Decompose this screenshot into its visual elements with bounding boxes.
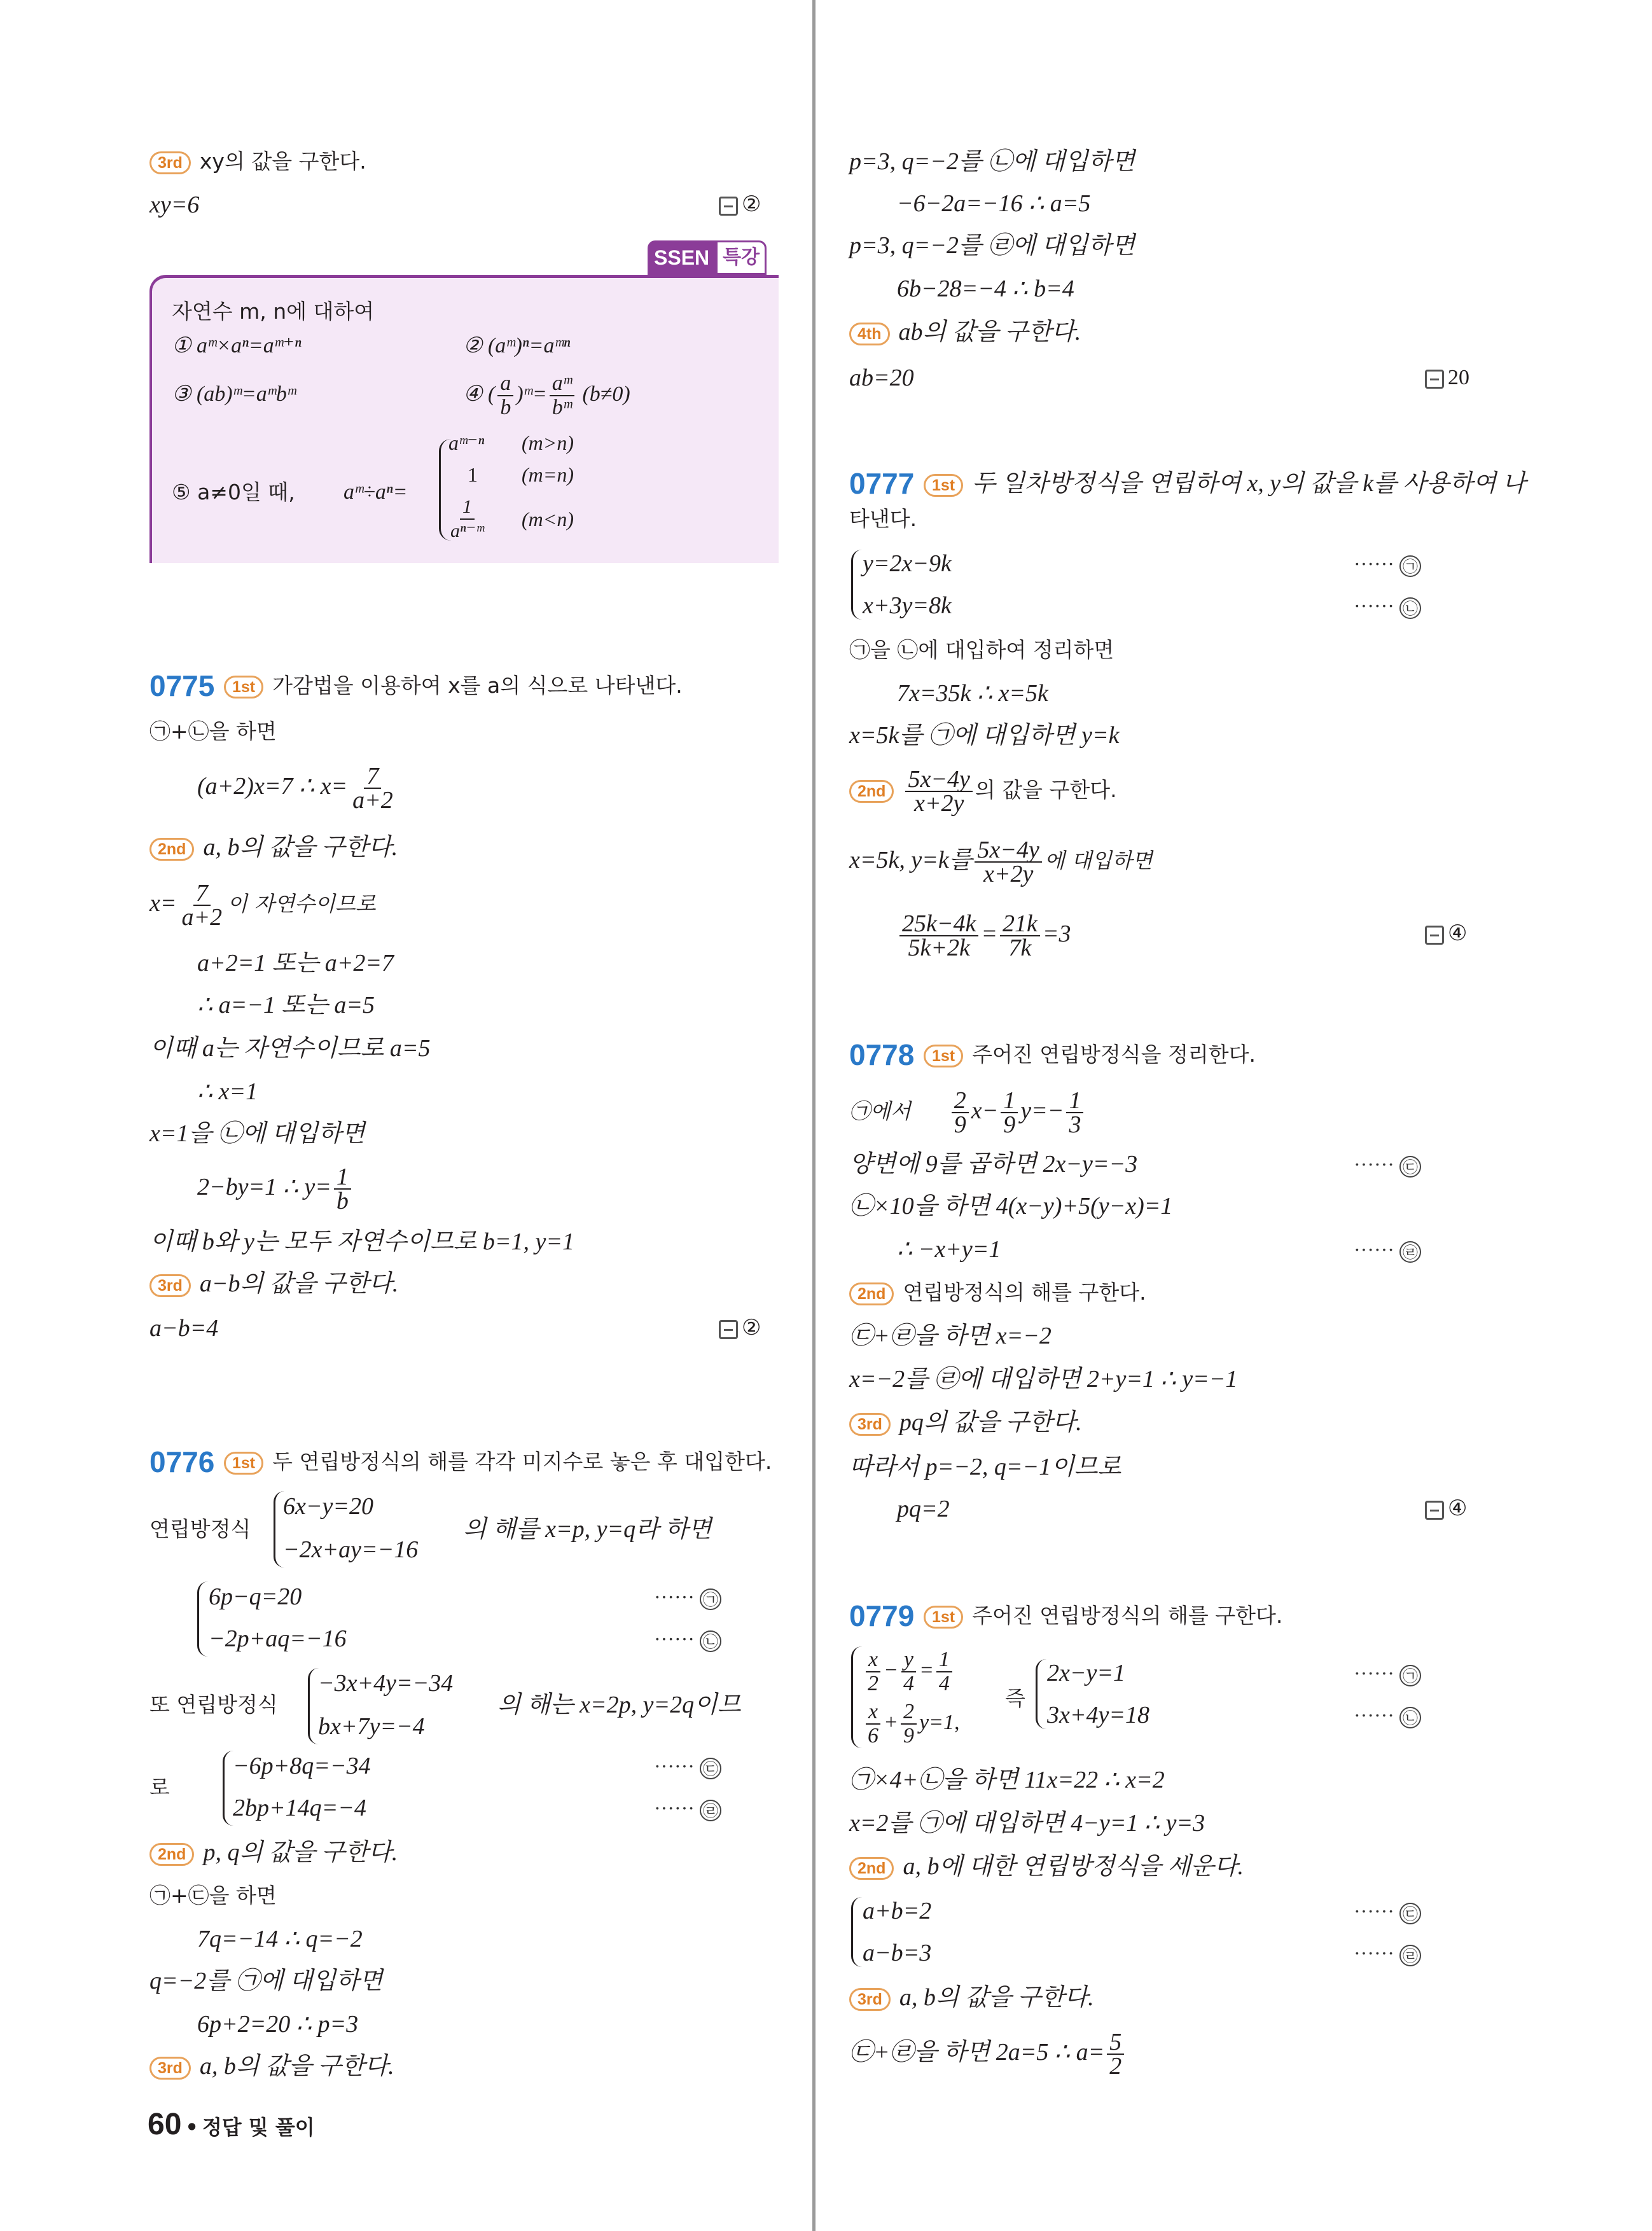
p0775-line-1: ㉠+㉡을 하면	[149, 719, 277, 744]
p0779-eq-2: a−b=3	[863, 1940, 932, 1966]
ssen-rule-1: ① aᵐ×aⁿ=aᵐ⁺ⁿ	[172, 334, 302, 358]
p0774-step3: 3rd xy의 값을 구한다.	[149, 146, 366, 177]
p0777-line-1: ㉠을 ㉡에 대입하여 정리하면	[849, 637, 1114, 662]
p0776-line-6: q=−2를 ㉠에 대입하면	[149, 1968, 383, 1994]
p0775-line-10: 이때 b와 y는 모두 자연수이므로 b=1, y=1	[149, 1228, 575, 1255]
p0776-step3: 3rd a, b의 값을 구한다.	[149, 2051, 394, 2082]
p0775-step1: 1st 가감법을 이용하여 x를 a의 식으로 나타낸다.	[224, 671, 683, 701]
answer-icon	[1425, 1501, 1444, 1520]
p0777-step2: 2nd $\frac{5x-4y}{x+2y}$ 의 값을 구한다.	[849, 765, 1117, 816]
p0776-step1: 1st 두 연립방정식의 해를 각각 미지수로 놓은 후 대입한다.	[224, 1447, 772, 1477]
ssen-rule-2: ② (aᵐ)ⁿ=aᵐⁿ	[463, 334, 571, 358]
ssen-rule-3: ③ (ab)ᵐ=aᵐbᵐ	[172, 382, 296, 406]
p0778-line-1: ㉠에서 $\frac{2}{9}$ x− $\frac{1}{9}$ y=− $\frac{1}{3}$	[849, 1085, 1086, 1137]
p0776-eq-2: −2p+aq=−16	[209, 1625, 347, 1652]
p0776-system-1a: 6x−y=20	[283, 1493, 374, 1520]
p0776-eq-3: −6p+8q=−34	[233, 1753, 371, 1779]
answer-0774: ②	[719, 191, 761, 219]
p0779-eq-r2: 3x+4y=18	[1047, 1702, 1150, 1728]
problem-number-0776: 0776	[149, 1445, 215, 1478]
p0775-line-8: x=1을 ㉡에 대입하면	[149, 1120, 365, 1147]
p0776-system-2b: bx+7y=−4	[318, 1713, 425, 1740]
p0779-line-3: ㉢+㉣을 하면 2a=5 ∴ a= $\frac{5}{2}$	[849, 2027, 1127, 2078]
p0776-system-1b: −2x+ay=−16	[283, 1536, 419, 1563]
p0776-line-7: 6p+2=20 ∴ p=3	[197, 2011, 359, 2038]
p0775-line-3: x= $\frac{7}{a+2}$ 이 자연수이므로	[149, 880, 376, 931]
p0777-eq-2: x+3y=8k	[863, 592, 952, 619]
p0777-line-3: x=5k를 ㉠에 대입하면 y=k	[849, 722, 1120, 749]
problem-number-0775: 0775	[149, 669, 215, 702]
ssen-case-3-cond: (m<n)	[522, 508, 574, 531]
answer-icon	[1425, 370, 1444, 389]
p0776-eq-1: 6p−q=20	[209, 1583, 302, 1610]
p0778-step2: 2nd 연립방정식의 해를 구한다.	[849, 1277, 1146, 1308]
p0776-line-4: ㉠+㉢을 하면	[149, 1883, 277, 1908]
p0779-step1: 1st 주어진 연립방정식의 해를 구한다.	[924, 1601, 1282, 1631]
p0775-line-6: 이때 a는 자연수이므로 a=5	[149, 1035, 431, 1062]
p0779-system-1a: $\frac{x}{2}$ − $\frac{y}{4}$ = $\frac{1}{4}$	[863, 1646, 955, 1695]
p0775-step3: 3rd a−b의 값을 구한다.	[149, 1268, 398, 1300]
ssen-case-3: $\frac{1}{\text{aⁿ⁻ᵐ}}$	[450, 496, 484, 542]
p0776-eq-4: 2bp+14q=−4	[233, 1795, 366, 1821]
answer-icon	[719, 1320, 738, 1339]
p0777-line-2: 7x=35k ∴ x=5k	[897, 680, 1048, 707]
p0775-line-4: a+2=1 또는 a+2=7	[197, 950, 394, 976]
page-footer	[148, 2107, 315, 2142]
p0779-system-1b: $\frac{x}{6}$ + $\frac{2}{9}$ y=1,	[863, 1699, 960, 1748]
footer-section: 정답 및 풀이	[202, 2115, 315, 2139]
ssen-case-2-cond: (m=n)	[522, 463, 574, 486]
c0776-step4: 4th ab의 값을 구한다.	[849, 317, 1081, 348]
column-divider	[812, 0, 816, 2231]
ssen-rule-5: ⑤ a≠0일 때,	[172, 480, 295, 504]
p0775-line-2: (a+2)x=7 ∴ x= $\frac{7}{a+2}$	[197, 763, 393, 814]
ssen-rule-4: ④ ( $\frac{a}{b}$ )ᵐ= $\frac{\text{aᵐ}}{\text{bᵐ}}$ (b≠0)	[463, 372, 630, 420]
p0779-line-2: x=2를 ㉠에 대입하면 4−y=1 ∴ y=3	[849, 1810, 1205, 1837]
p0776-line-3-label: 로	[149, 1775, 170, 1800]
p0778-step3: 3rd pq의 값을 구한다.	[849, 1407, 1082, 1438]
p0775-line-7: ∴ x=1	[197, 1078, 258, 1105]
answer-icon	[719, 197, 738, 216]
p0777-step1: 1st 두 일차방정식을 연립하여 x, y의 값을 k를 사용하여 나	[924, 468, 1525, 499]
answer-icon	[1425, 926, 1444, 945]
answer-0776: 20	[1425, 364, 1469, 392]
p0777-line-4: x=5k, y=k를 $\frac{5x-4y}{x+2y}$ 에 대입하면	[849, 837, 1153, 888]
ssen-intro: 자연수 m, n에 대하여	[172, 299, 375, 324]
p0778-line-8: pq=2	[897, 1496, 950, 1522]
p0779-eq-1: a+b=2	[863, 1898, 932, 1924]
answer-0775: ②	[719, 1314, 761, 1342]
p0776-line-2-rest: 의 해는 x=2p, y=2q이므	[497, 1692, 741, 1718]
problem-number-0779: 0779	[849, 1599, 915, 1632]
p0778-line-4: ∴ −x+y=1	[897, 1236, 1001, 1263]
p0775-step2: 2nd a, b의 값을 구한다.	[149, 832, 398, 863]
p0778-line-5: ㉢+㉣을 하면 x=−2	[849, 1323, 1052, 1349]
p0777-line-5: $\frac{25k-4k}{5k+2k}$ = $\frac{21k}{7k}$ =3	[897, 908, 1071, 959]
p0775-line-11: a−b=4	[149, 1315, 219, 1342]
p0777-eq-1: y=2x−9k	[863, 550, 952, 577]
p0778-line-2: 양변에 9를 곱하면 2x−y=−3	[849, 1151, 1138, 1178]
p0775-line-5: ∴ a=−1 또는 a=5	[197, 992, 375, 1018]
p0776-line-5: 7q=−14 ∴ q=−2	[197, 1926, 363, 1952]
c0776-line-5: ab=20	[849, 365, 914, 391]
p0777-step1-cont: 타낸다.	[849, 506, 917, 531]
p0778-line-7: 따라서 p=−2, q=−1이므로	[849, 1454, 1121, 1480]
p0778-line-3: ㉡×10을 하면 4(x−y)+5(y−x)=1	[849, 1193, 1173, 1220]
c0776-line-4: 6b−28=−4 ∴ b=4	[897, 275, 1074, 302]
p0779-line-1: ㉠×4+㉡을 하면 11x=22 ∴ x=2	[849, 1767, 1165, 1793]
step-badge: 3rd	[149, 151, 191, 174]
answer-0777: ④	[1425, 920, 1467, 948]
ssen-rule-5-eq: aᵐ÷aⁿ=	[344, 480, 408, 504]
p0778-step1: 1st 주어진 연립방정식을 정리한다.	[924, 1039, 1256, 1070]
p0776-system-2a: −3x+4y=−34	[318, 1670, 454, 1697]
c0776-line-2: −6−2a=−16 ∴ a=5	[897, 190, 1091, 217]
p0778-line-6: x=−2를 ㉣에 대입하면 2+y=1 ∴ y=−1	[849, 1366, 1238, 1393]
p0779-eq-r1: 2x−y=1	[1047, 1660, 1126, 1686]
page: 3rd xy의 값을 구한다. xy=6 ② SSEN 특강 자연수 m, n에 대하여 ① aᵐ×aⁿ=aᵐ⁺ⁿ ② (aᵐ)ⁿ=aᵐⁿ ③ (ab)ᵐ=aᵐbᵐ ④ ( $\frac{a}{b}$ )ᵐ= $\frac{\text{aᵐ}}{\text{bᵐ}}$ (b≠0) ⑤ a≠0일 때, aᵐ÷aⁿ= aᵐ⁻ⁿ (m>n) 1 (m=n) $\frac{1}{\text{aⁿ⁻ᵐ}}$ (m<n) 0775 1st 가감법을 이용하여 x를 a의 식으로 나타낸다. ㉠+㉡을 하면 (a+2)x=7 ∴ x= $\frac{7}{a+2}$ 2nd a, b의 값을 구한다. x= $\frac{7}{a+2}$ 이 자연수이므로 a+2=1 또는 a+2=7 ∴ a=−1 또는 a=5 이때 a는 자연수이므로 a=5 ∴ x=1 x=1을 ㉡에 대입하면 2−by=1 ∴ y= $\frac{1}{b}$ 이때 b와 y는 모두 자연수이므로 b=1, y=1 3rd a−b의 값을 구한다. a−b=4 ② 0776 1st 두 연립방정식의 해를 각각 미지수로 놓은 후 대입한다. 연립방정식 6x−y=20 −2x+ay=−16 의 해를 x=p, y=q라 하면 6p−q=20 −2p+aq=−16 ······ ㉠ ······ ㉡ 또 연립방정식 −3x+4y=−34 bx+7y=−4 의 해는 x=2p, y=2q이므 로 −6p+8q=−34 2bp+14q=−4 ······ ㉢ ······ ㉣ 2nd p, q의 값을 구한다. ㉠+㉢을 하면 7q=−14 ∴ q=−2 q=−2를 ㉠에 대입하면 6p+2=20 ∴ p=3 3rd a, b의 값을 구한다. 60 • 정답 및 풀이 p=3, q=−2를 ㉡에 대입하면 −6−2a=−16 ∴ a=5 p=3, q=−2를 ㉣에 대입하면 6b−28=−4 ∴ b=4 4th ab의 값을 구한다. ab=20 20 0777 1st 두 일차방정식을 연립하여 x, y의 값을 k를 사용하여 나 타낸다. y=2x−9k x+3y=8k ······ ㉠ ······ ㉡ ㉠을 ㉡에 대입하여 정리하면 7x=35k ∴ x=5k x=5k를 ㉠에 대입하면 y=k 2nd $\frac{5x-4y}{x+2y}$ 의 값을 구한다. x=5k, y=k를 $\frac{5x-4y}{x+2y}$ 에 대입하면 $\frac{25k-4k}{5k+2k}$ = $\frac{21k}{7k}$ =3 ④ 0778 1st 주어진 연립방정식을 정리한다. ㉠에서 $\frac{2}{9}$ x− $\frac{1}{9}$ y=− $\frac{1}{3}$ 양변에 9를 곱하면 2x−y=−3 ······ ㉢ ㉡×10을 하면 4(x−y)+5(y−x)=1 ∴ −x+y=1 ······ ㉣ 2nd 연립방정식의 해를 구한다. ㉢+㉣을 하면 x=−2 x=−2를 ㉣에 대입하면 2+y=1 ∴ y=−1 3rd pq의 값을 구한다. 따라서 p=−2, q=−1이므로 pq=2 ④ 0779 1st 주어진 연립방정식의 해를 구한다. $\frac{x}{2}$ − $\frac{y}{4}$ = $\frac{1}{4}$ $\frac{x}{6}$ + $\frac{2}{9}$ y=1, 즉 2x−y=1 3x+4y=18 ······ ㉠ ······ ㉡ ㉠×4+㉡을 하면 11x=22 ∴ x=2 x=2를 ㉠에 대입하면 4−y=1 ∴ y=3 2nd a, b에 대한 연립방정식을 세운다. a+b=2 a−b=3 ······ ㉢ ······ ㉣ 3rd a, b의 값을 구한다. ㉢+㉣을 하면 2a=5 ∴ a= $\frac{5}{2}$	[0, 0, 1652, 2231]
answer-0778: ④	[1425, 1495, 1467, 1523]
footer-bullet: •	[185, 2115, 198, 2139]
p0776-line-1-label: 연립방정식	[149, 1517, 251, 1541]
p0775-line-9: 2−by=1 ∴ y= $\frac{1}{b}$	[197, 1162, 354, 1213]
p0779-step2: 2nd a, b에 대한 연립방정식을 세운다.	[849, 1851, 1244, 1882]
ssen-case-1: aᵐ⁻ⁿ	[448, 431, 485, 454]
p0776-line-2-label: 또 연립방정식	[149, 1692, 278, 1717]
p0774-result: xy=6	[149, 191, 200, 218]
c0776-line-1: p=3, q=−2를 ㉡에 대입하면	[849, 148, 1135, 175]
ssen-case-2: 1	[468, 463, 478, 486]
p0776-step2: 2nd p, q의 값을 구한다.	[149, 1837, 398, 1868]
c0776-line-3: p=3, q=−2를 ㉣에 대입하면	[849, 232, 1135, 259]
problem-number-0778: 0778	[849, 1038, 915, 1071]
ssen-case-1-cond: (m>n)	[522, 431, 574, 454]
ssen-tag: SSEN 특강	[648, 240, 767, 275]
problem-number-0777: 0777	[849, 467, 915, 500]
p0776-line-1-rest: 의 해를 x=p, y=q라 하면	[463, 1516, 712, 1543]
p0779-sep: 즉	[1005, 1686, 1025, 1711]
p0779-step3: 3rd a, b의 값을 구한다.	[849, 1982, 1094, 2013]
page-number: 60	[148, 2108, 182, 2141]
